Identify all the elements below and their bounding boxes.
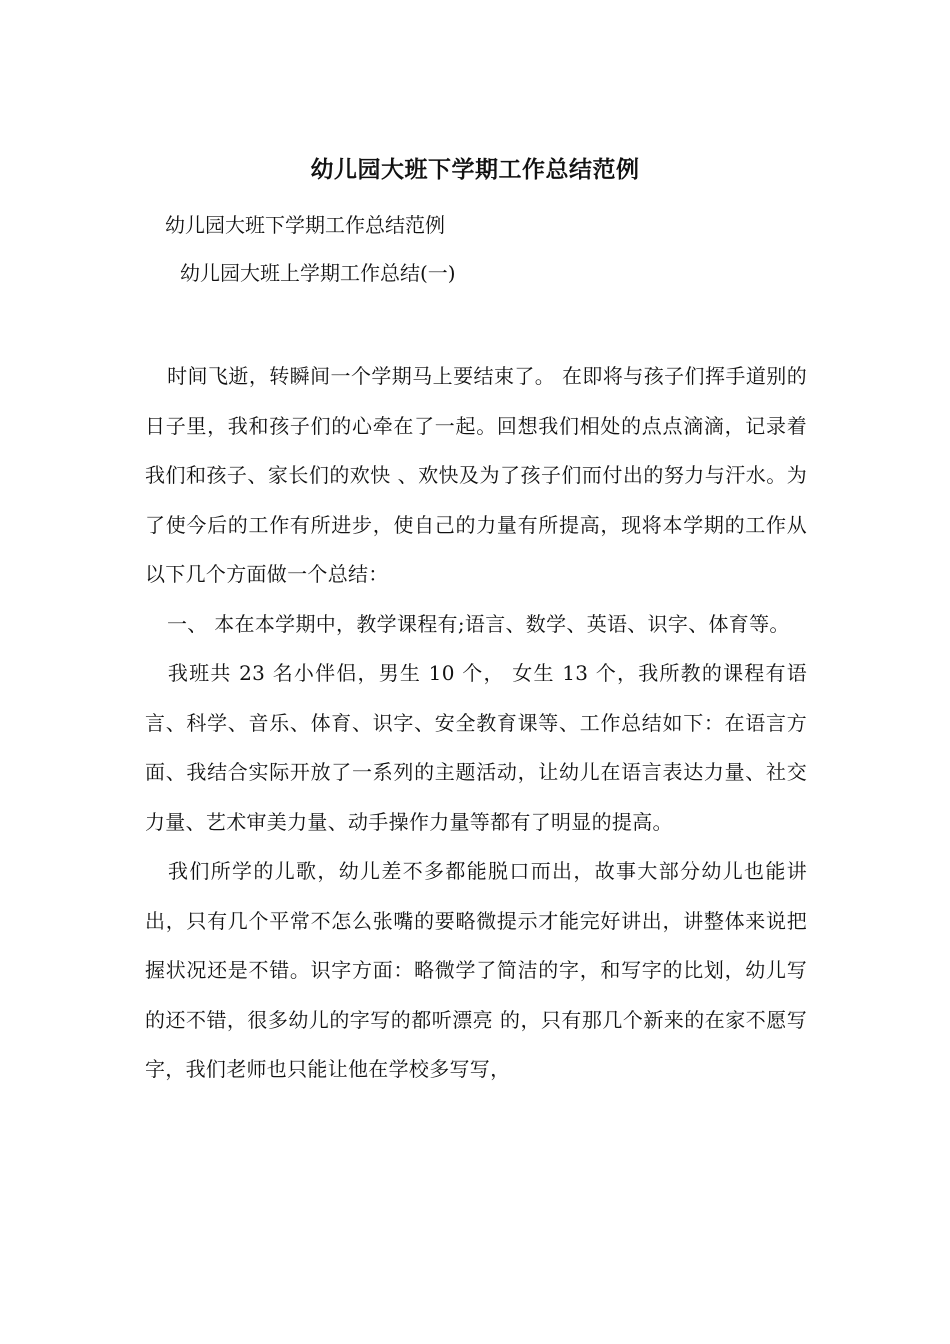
paragraph-text: 我班共 23 名小伴侣，男生 10 个， 女生 13 个，我所教的课程有语言、科学、音乐、体育、识字、安全教育课等、工作总结如下：在语言方面、我结合实际开放了一系列的主题活动，让幼儿在语言表达力量、社交力量、艺术审美力量、动手操作力量等都有了明显的提高。 (145, 661, 807, 834)
document-body (145, 352, 807, 1095)
paragraph-courses (145, 600, 807, 650)
paragraph-intro (145, 352, 807, 600)
paragraph-text: 我们所学的儿歌，幼儿差不多都能脱口而出，故事大部分幼儿也能讲出，只有几个平常不怎么张嘴的要略微提示才能完好讲出，讲整体来说把握状况还是不错。识字方面：略微学了简洁的字，和写字的比划，幼儿写的还不错，很多幼儿的字写的都听漂亮 的，只有那几个新来的在家不愿写字，我们老师也只能让他在学校多写写， (145, 859, 807, 1081)
document-title: 幼儿园大班下学期工作总结范例 (310, 157, 640, 183)
document-subtitle: 幼儿园大班下学期工作总结范例 (165, 213, 445, 237)
paragraph-literacy (145, 847, 807, 1095)
section-heading: 幼儿园大班上学期工作总结(一) (180, 261, 456, 285)
paragraph-class-info (145, 649, 807, 847)
paragraph-text: 一、 本在本学期中，教学课程有;语言、数学、英语、识字、体育等。 (167, 611, 790, 636)
paragraph-text: 时间飞逝，转瞬间一个学期马上要结束了。 在即将与孩子们挥手道别的日子里，我和孩子们的心牵在了一起。回想我们相处的点点滴滴，记录着我们和孩子、家长们的欢快 、欢快及为了孩子们而付出的努力与汗水。为了使今后的工作有所进步，使自己的力量有所提高，现将本学期的工作从以下几个方面做一个总结： (145, 364, 807, 586)
